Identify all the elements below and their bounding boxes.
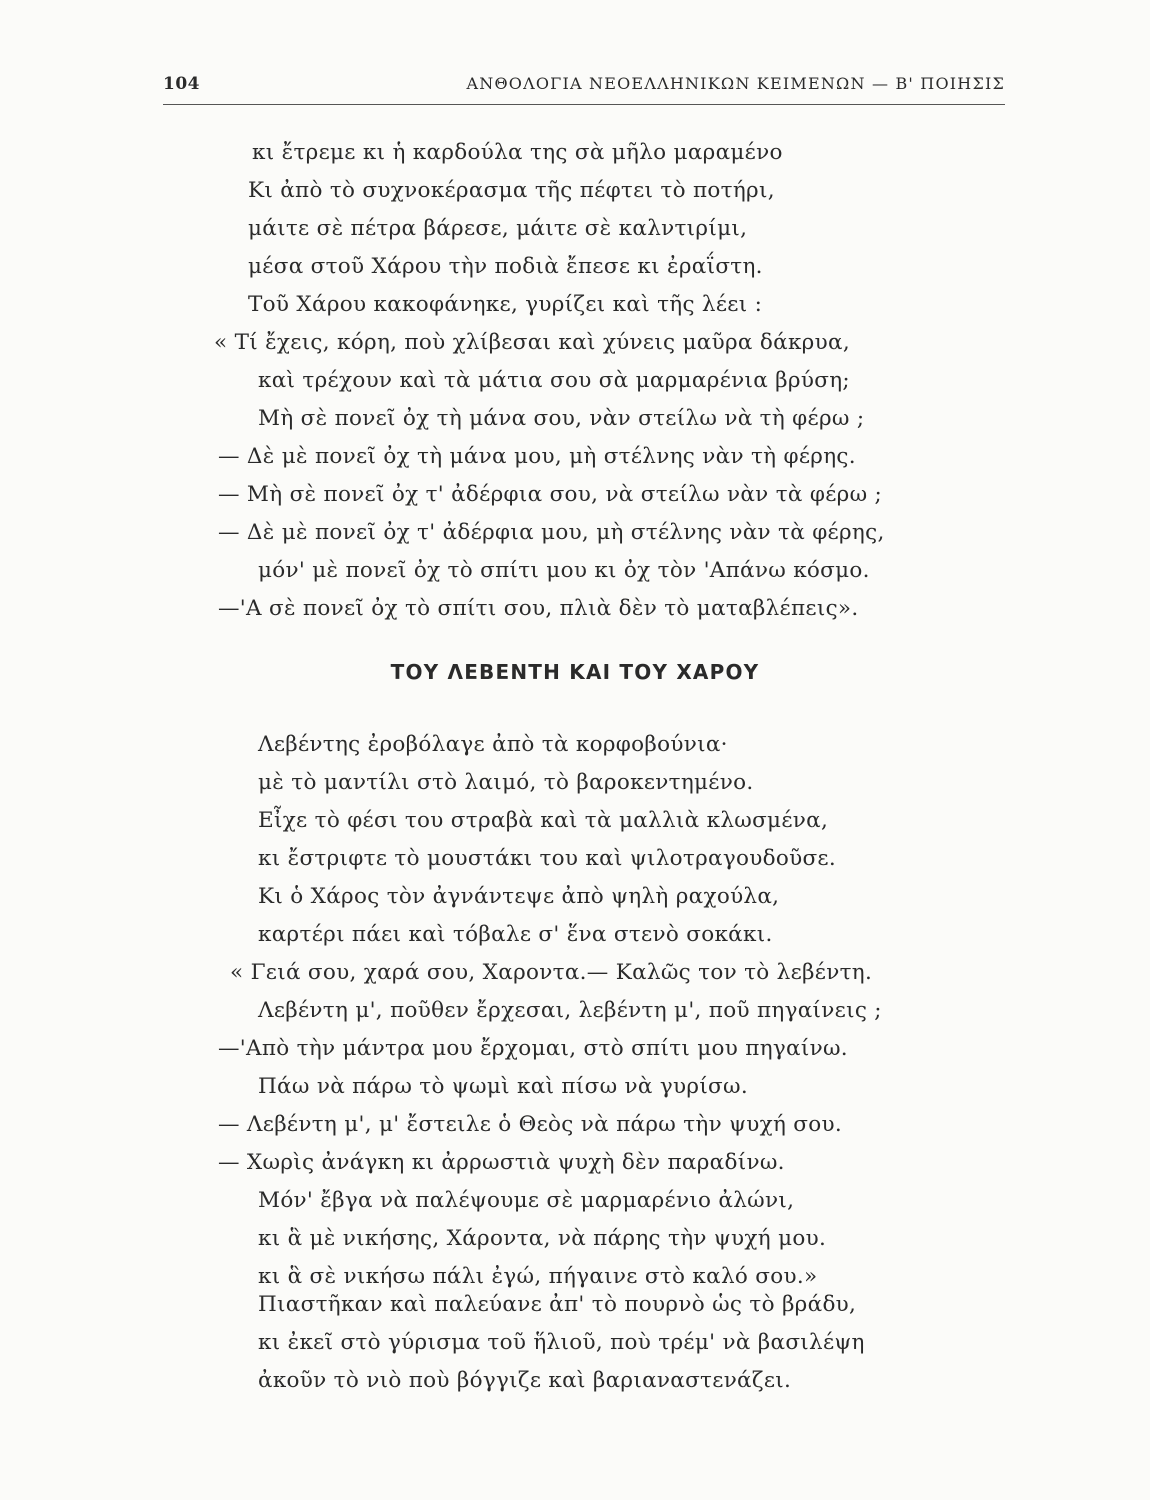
page-header [163,74,1005,105]
verse-line: κι ἃ μὲ νικήσης, Χάροντα, νὰ πάρης τὴν ψυχή μου. [258,1226,827,1251]
verse-line: Εἶχε τὸ φέσι του στραβὰ καὶ τὰ μαλλιὰ κλωσμένα, [258,808,829,833]
verse-line: ἀκοῦν τὸ νιὸ ποὺ βόγγιζε καὶ βαριαναστενάζει. [258,1368,792,1393]
verse-line: μόν' μὲ πονεῖ ὀχ τὸ σπίτι μου κι ὀχ τὸν 'Απάνω κόσμο. [258,558,870,583]
verse-line: μάιτε σὲ πέτρα βάρεσε, μάιτε σὲ καλντιρίμι, [248,216,748,241]
verse-line: Πάω νὰ πάρω τὸ ψωμὶ καὶ πίσω νὰ γυρίσω. [258,1074,748,1099]
verse-line: Κι ἀπὸ τὸ συχνοκέρασμα τῆς πέφτει τὸ ποτήρι, [248,178,775,203]
verse-line: « Τί ἔχεις, κόρη, ποὺ χλίβεσαι καὶ χύνεις μαῦρα δάκρυα, [214,330,850,355]
poem-title: ΤΟΥ ΛΕΒΕΝΤΗ ΚΑΙ ΤΟΥ ΧΑΡΟΥ [390,660,760,684]
verse-line: — Λεβέντη μ', μ' ἔστειλε ὁ Θεὸς νὰ πάρω τὴν ψυχή σου. [218,1112,843,1137]
verse-line: Μὴ σὲ πονεῖ ὀχ τὴ μάνα σου, νὰν στείλω νὰ τὴ φέρω ; [258,406,865,431]
verse-line: — Μὴ σὲ πονεῖ ὀχ τ' ἀδέρφια σου, νὰ στείλω νὰν τὰ φέρω ; [218,482,883,507]
verse-line: —'Απὸ τὴν μάντρα μου ἔρχομαι, στὸ σπίτι μου πηγαίνω. [218,1036,848,1061]
verse-line: κι ἃ σὲ νικήσω πάλι ἐγώ, πήγαινε στὸ καλό σου.» [258,1264,818,1289]
running-title: ΑΝΘΟΛΟΓΙΑ ΝΕΟΕΛΛΗΝΙΚΩΝ ΚΕΙΜΕΝΩΝ — Β' ΠΟΙΗΣΙΣ [466,74,1005,93]
verse-line: Τοῦ Χάρου κακοφάνηκε, γυρίζει καὶ τῆς λέει : [248,292,763,317]
verse-line: Πιαστῆκαν καὶ παλεύανε ἀπ' τὸ πουρνὸ ὡς τὸ βράδυ, [258,1292,857,1317]
verse-line: Λεβέντη μ', ποῦθεν ἔρχεσαι, λεβέντη μ', ποῦ πηγαίνεις ; [258,998,882,1023]
verse-line: — Δὲ μὲ πονεῖ ὀχ τὴ μάνα μου, μὴ στέλνης νὰν τὴ φέρης. [218,444,856,469]
verse-line: Μόν' ἔβγα νὰ παλέψουμε σὲ μαρμαρένιο ἀλώνι, [258,1188,795,1213]
verse-line: κι ἔστριφτε τὸ μουστάκι του καὶ ψιλοτραγουδοῦσε. [258,846,836,871]
verse-line: μὲ τὸ μαντίλι στὸ λαιμό, τὸ βαροκεντημένο. [258,770,754,795]
verse-line: Κι ὁ Χάρος τὸν ἀγνάντεψε ἀπὸ ψηλὴ ραχούλα, [258,884,780,909]
poem-stanza-1 [218,730,882,1300]
page-number: 104 [163,74,200,94]
verse-line: « Γειά σου, χαρά σου, Χαροντα.— Καλῶς τον τὸ λεβέντη. [230,960,873,985]
verse-line: καρτέρι πάει καὶ τόβαλε σ' ἕνα στενὸ σοκάκι. [258,922,773,947]
verse-line: —'Α σὲ πονεῖ ὀχ τὸ σπίτι σου, πλιὰ δὲν τὸ ματαβλέπεις». [218,596,859,621]
verse-line: — Χωρὶς ἀνάγκη κι ἀρρωστιὰ ψυχὴ δὲν παραδίνω. [218,1150,785,1175]
verse-line: μέσα στοῦ Χάρου τὴν ποδιὰ ἔπεσε κι ἐραΐστη. [248,254,763,279]
verse-line: — Δὲ μὲ πονεῖ ὀχ τ' ἀδέρφια μου, μὴ στέλνης νὰν τὰ φέρης, [218,520,885,545]
verse-line: κι ἐκεῖ στὸ γύρισμα τοῦ ἥλιοῦ, ποὺ τρέμ' νὰ βασιλέψη [258,1330,865,1355]
first-poem-ending [214,138,885,632]
poem-stanza-2 [218,1290,865,1404]
verse-line: Λεβέντης ἐροβόλαγε ἀπὸ τὰ κορφοβούνια· [258,732,728,757]
verse-line: κι ἔτρεμε κι ἡ καρδούλα της σὰ μῆλο μαραμένο [252,140,783,165]
verse-line: καὶ τρέχουν καὶ τὰ μάτια σου σὰ μαρμαρένια βρύση; [258,368,850,393]
